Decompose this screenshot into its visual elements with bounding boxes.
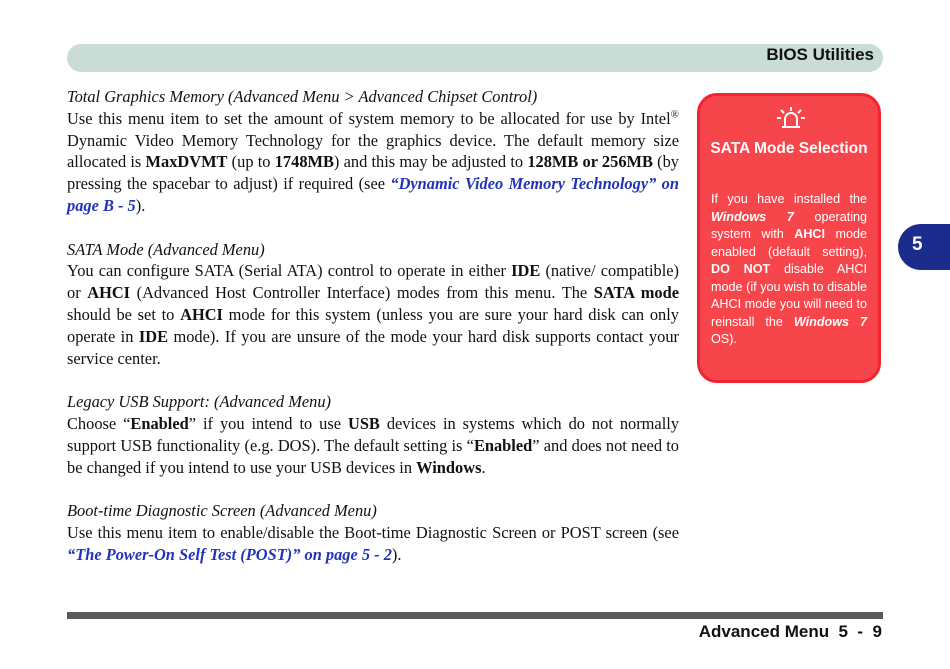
text: disable AHCI mode (if you wish to disable AHCI mode you will need to reinstall the bbox=[711, 262, 867, 329]
text: operating system with bbox=[711, 209, 868, 241]
section-heading: Boot-time Diagnostic Screen (Advanced Menu) bbox=[67, 501, 377, 521]
text: mode enabled (default setting), bbox=[711, 227, 867, 259]
text: ). bbox=[135, 195, 146, 215]
note-body bbox=[711, 191, 867, 349]
header-bar bbox=[67, 44, 883, 72]
text: mode for this system (unless you are sure your hard disk can only operate in bbox=[67, 304, 679, 346]
text: should be set to bbox=[67, 304, 181, 324]
section-heading: Legacy USB Support: (Advanced Menu) bbox=[67, 392, 331, 412]
section-body bbox=[67, 260, 679, 369]
section-body bbox=[67, 522, 679, 566]
bold-term: Windows bbox=[416, 457, 482, 477]
footer-rule bbox=[67, 612, 883, 619]
text: mode). If you are unsure of the mode your hard disk supports contact your service center. bbox=[67, 326, 679, 368]
bold-term: SATA mode bbox=[593, 283, 679, 303]
bold-term: AHCI bbox=[87, 283, 131, 303]
cross-reference-link[interactable]: “Dynamic Video Memory Technology” on page B - 5 bbox=[67, 174, 679, 215]
text: Use this menu item to set the amount of system memory to be allocated for use by Intel bbox=[67, 108, 671, 128]
bold-term: MaxDVMT bbox=[145, 152, 228, 172]
text: (Advanced Host Controller Interface) modes from this menu. The bbox=[130, 283, 594, 303]
text: Use this menu item to enable/disable the Boot-time Diagnostic Screen or POST screen (see bbox=[67, 522, 679, 542]
section-boot-diagnostic bbox=[67, 500, 679, 565]
bold-term: USB bbox=[347, 413, 380, 433]
section-body bbox=[67, 413, 679, 478]
text: ). bbox=[391, 544, 402, 564]
text: ” if you intend to use bbox=[188, 413, 348, 433]
bold-italic-term: Windows 7 bbox=[711, 209, 794, 224]
page-footer: Advanced Menu 5 - 9 bbox=[698, 622, 882, 641]
section-total-graphics-memory bbox=[67, 86, 679, 217]
bold-term: Enabled bbox=[473, 435, 533, 455]
text: devices in systems which do not normally support USB functionality (e.g. DOS). The default setting is “ bbox=[67, 413, 680, 455]
alarm-bell-icon bbox=[776, 106, 806, 130]
bold-term: IDE bbox=[511, 261, 541, 281]
text: (native/ compatible) or bbox=[67, 261, 679, 303]
page-header-title: BIOS Utilities bbox=[766, 45, 874, 64]
text: . bbox=[481, 457, 486, 477]
bold-term: Enabled bbox=[130, 413, 189, 433]
chapter-number: 5 bbox=[912, 234, 923, 255]
text: (up to bbox=[227, 152, 275, 172]
bold-term: 128MB or 256MB bbox=[527, 152, 653, 172]
text: If you have installed the bbox=[711, 192, 867, 206]
cross-reference-link[interactable]: “The Power-On Self Test (POST)” on page 5 - 2 bbox=[67, 544, 392, 564]
text: (by pressing the spacebar to adjust) if required (see bbox=[67, 152, 679, 194]
sidebar-note bbox=[697, 93, 881, 383]
text: You can configure SATA (Serial ATA) control to operate in either bbox=[67, 261, 512, 281]
section-legacy-usb bbox=[67, 391, 679, 478]
bold-term: AHCI bbox=[180, 304, 223, 324]
bold-term: AHCI bbox=[794, 227, 826, 241]
section-body bbox=[67, 108, 679, 217]
text: OS). bbox=[711, 332, 737, 346]
registered-mark: ® bbox=[670, 108, 679, 121]
text: Dynamic Video Memory Technology for the graphics device. The default memory size allocated is bbox=[67, 130, 679, 172]
bold-italic-term: Windows 7 bbox=[793, 314, 867, 329]
bold-term: IDE bbox=[138, 326, 169, 346]
section-sata-mode bbox=[67, 239, 679, 370]
section-heading: SATA Mode (Advanced Menu) bbox=[67, 239, 265, 259]
text: ) and this may be adjusted to bbox=[333, 152, 528, 172]
bold-term: 1748MB bbox=[274, 152, 334, 172]
text: Choose “ bbox=[67, 413, 131, 433]
chapter-tab bbox=[898, 224, 950, 270]
main-content bbox=[67, 86, 679, 587]
bold-term: DO NOT bbox=[711, 262, 771, 276]
note-title: SATA Mode Selection bbox=[710, 140, 868, 157]
text: ” and does not need to be changed if you intend to use your USB devices in bbox=[67, 435, 680, 477]
section-heading: Total Graphics Memory (Advanced Menu > Advanced Chipset Control) bbox=[67, 87, 538, 106]
